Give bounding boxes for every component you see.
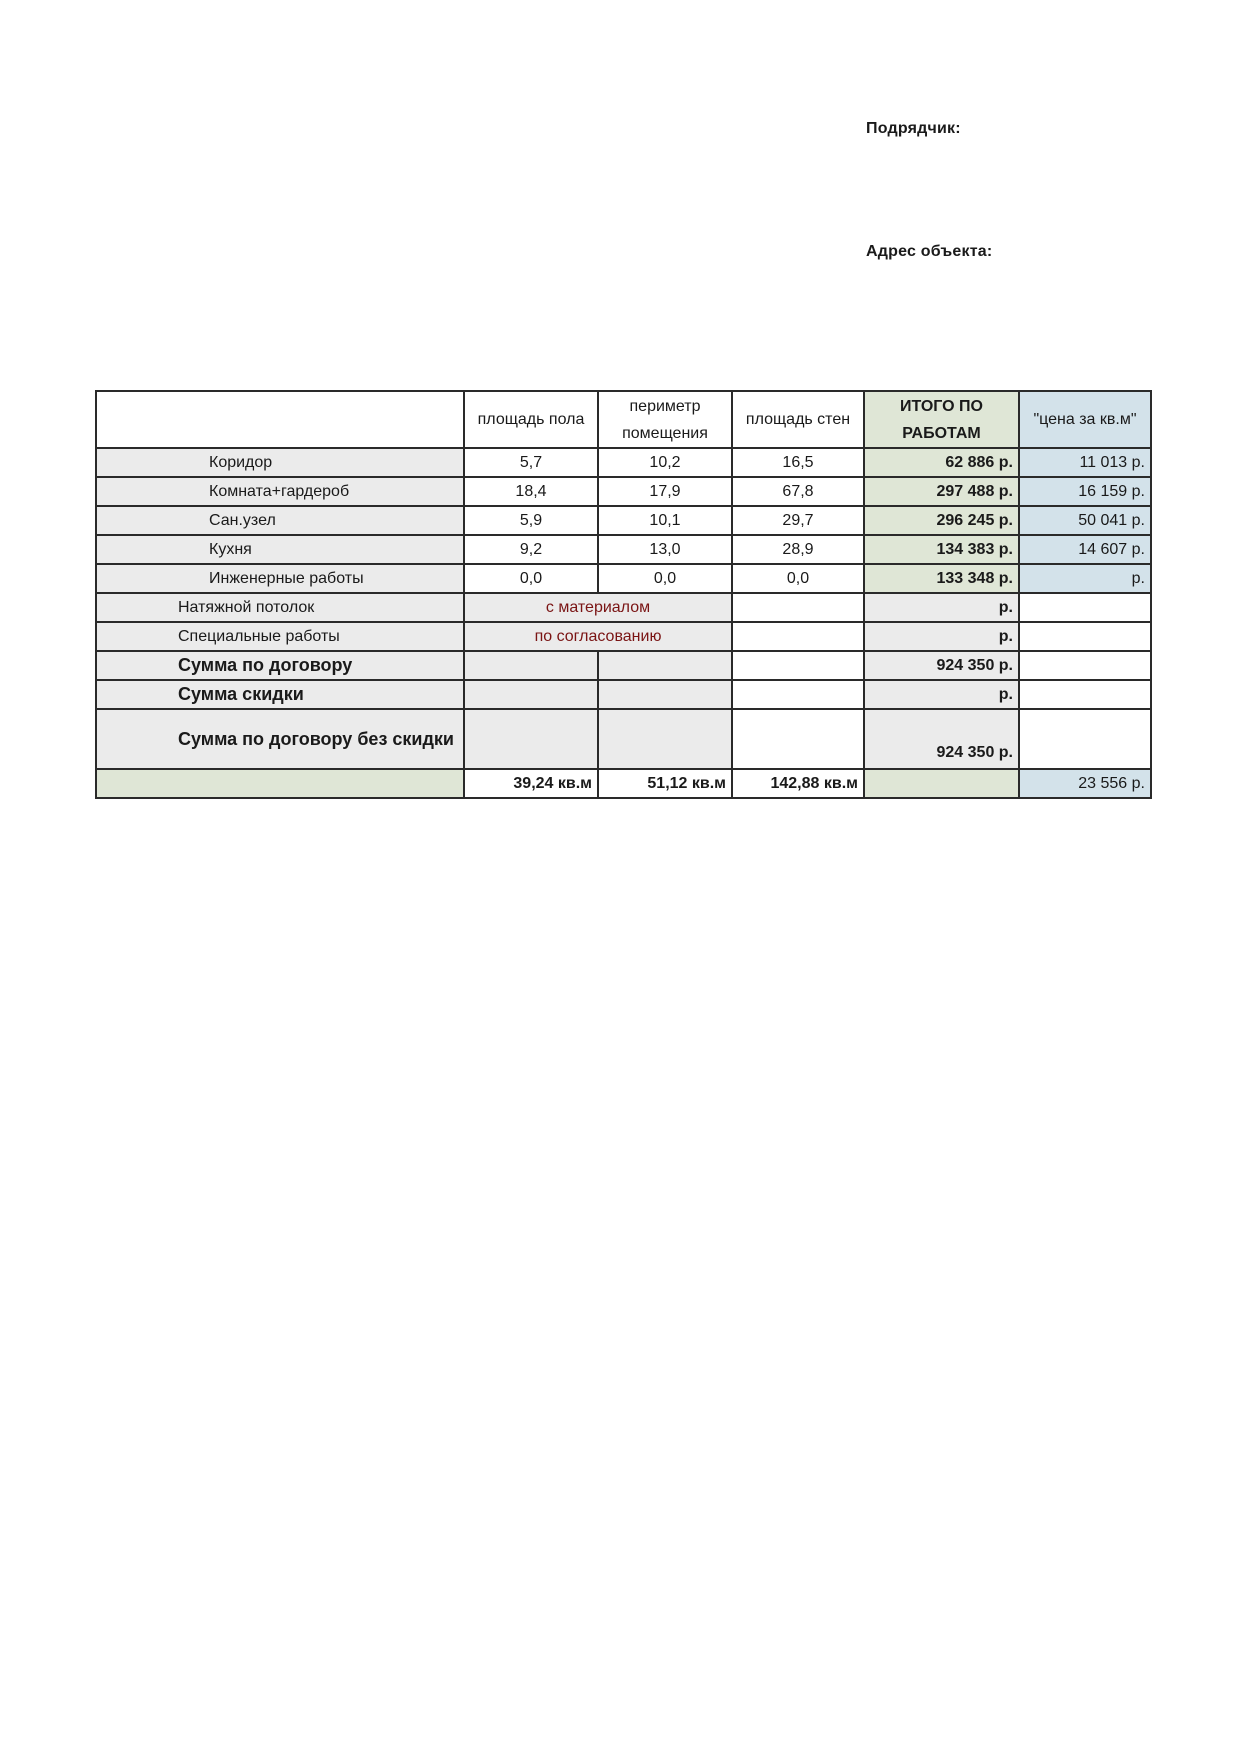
- room-name: Сан.узел: [96, 506, 464, 535]
- discount-label: Сумма скидки: [96, 680, 464, 709]
- room-total-works: 62 886 р.: [864, 448, 1019, 477]
- empty-cell: [732, 680, 864, 709]
- table-row-discount: [96, 680, 1151, 709]
- room-total-works: 134 383 р.: [864, 535, 1019, 564]
- header-empty-cell: [96, 391, 464, 448]
- total-perimeter: 51,12 кв.м: [598, 769, 732, 798]
- extra-work-name: Натяжной потолок: [96, 593, 464, 622]
- table-row-room: [96, 564, 1151, 593]
- empty-cell: [464, 709, 598, 769]
- no-discount-sum-value: 924 350 р.: [864, 709, 1019, 769]
- table-row-totals: [96, 769, 1151, 798]
- column-header-wall-area: площадь стен: [732, 391, 864, 448]
- room-price-per-sqm: 11 013 р.: [1019, 448, 1151, 477]
- extra-work-note: с материалом: [464, 593, 732, 622]
- empty-cell: [464, 651, 598, 680]
- room-perimeter: 10,1: [598, 506, 732, 535]
- extra-work-name: Специальные работы: [96, 622, 464, 651]
- room-floor-area: 0,0: [464, 564, 598, 593]
- discount-value: р.: [864, 680, 1019, 709]
- room-floor-area: 18,4: [464, 477, 598, 506]
- room-wall-area: 29,7: [732, 506, 864, 535]
- column-header-price-per-sqm: "цена за кв.м": [1019, 391, 1151, 448]
- room-name: Коридор: [96, 448, 464, 477]
- room-perimeter: 10,2: [598, 448, 732, 477]
- room-perimeter: 13,0: [598, 535, 732, 564]
- room-floor-area: 5,7: [464, 448, 598, 477]
- total-wall-area: 142,88 кв.м: [732, 769, 864, 798]
- extra-work-note: по согласованию: [464, 622, 732, 651]
- column-header-total-works: ИТОГО ПО РАБОТАМ: [864, 391, 1019, 448]
- room-price-per-sqm: р.: [1019, 564, 1151, 593]
- empty-cell: [1019, 709, 1151, 769]
- room-price-per-sqm: 50 041 р.: [1019, 506, 1151, 535]
- empty-cell: [732, 651, 864, 680]
- room-floor-area: 5,9: [464, 506, 598, 535]
- room-wall-area: 67,8: [732, 477, 864, 506]
- room-wall-area: 28,9: [732, 535, 864, 564]
- room-perimeter: 17,9: [598, 477, 732, 506]
- contract-sum-value: 924 350 р.: [864, 651, 1019, 680]
- empty-cell: [598, 680, 732, 709]
- total-price-per-sqm: 23 556 р.: [1019, 769, 1151, 798]
- table-row-no-discount-sum: [96, 709, 1151, 769]
- table-row-extra: [96, 593, 1151, 622]
- contract-sum-label: Сумма по договору: [96, 651, 464, 680]
- empty-cell: [598, 651, 732, 680]
- room-name: Инженерные работы: [96, 564, 464, 593]
- room-wall-area: 16,5: [732, 448, 864, 477]
- table-row-room: [96, 477, 1151, 506]
- room-total-works: 297 488 р.: [864, 477, 1019, 506]
- room-total-works: 133 348 р.: [864, 564, 1019, 593]
- table-row-extra: [96, 622, 1151, 651]
- extra-work-total: р.: [864, 593, 1019, 622]
- table-row-room: [96, 506, 1151, 535]
- empty-cell: [732, 593, 864, 622]
- room-price-per-sqm: 14 607 р.: [1019, 535, 1151, 564]
- table-row-contract-sum: [96, 651, 1151, 680]
- room-name: Комната+гардероб: [96, 477, 464, 506]
- room-name: Кухня: [96, 535, 464, 564]
- empty-cell: [732, 622, 864, 651]
- contractor-label: Подрядчик:: [866, 120, 961, 137]
- empty-cell: [1019, 651, 1151, 680]
- totals-empty-cell: [864, 769, 1019, 798]
- column-header-perimeter: периметр помещения: [598, 391, 732, 448]
- empty-cell: [1019, 680, 1151, 709]
- room-perimeter: 0,0: [598, 564, 732, 593]
- column-header-floor-area: площадь пола: [464, 391, 598, 448]
- empty-cell: [732, 709, 864, 769]
- table-header-row: [96, 391, 1151, 448]
- empty-cell: [464, 680, 598, 709]
- table-row-room: [96, 535, 1151, 564]
- room-price-per-sqm: 16 159 р.: [1019, 477, 1151, 506]
- total-floor-area: 39,24 кв.м: [464, 769, 598, 798]
- room-floor-area: 9,2: [464, 535, 598, 564]
- totals-empty-cell: [96, 769, 464, 798]
- address-label: Адрес объекта:: [866, 243, 993, 260]
- room-wall-area: 0,0: [732, 564, 864, 593]
- room-total-works: 296 245 р.: [864, 506, 1019, 535]
- empty-cell: [1019, 622, 1151, 651]
- estimate-table: [95, 390, 1152, 799]
- extra-work-total: р.: [864, 622, 1019, 651]
- empty-cell: [598, 709, 732, 769]
- no-discount-sum-label: Сумма по договору без скидки: [96, 709, 464, 769]
- empty-cell: [1019, 593, 1151, 622]
- table-row-room: [96, 448, 1151, 477]
